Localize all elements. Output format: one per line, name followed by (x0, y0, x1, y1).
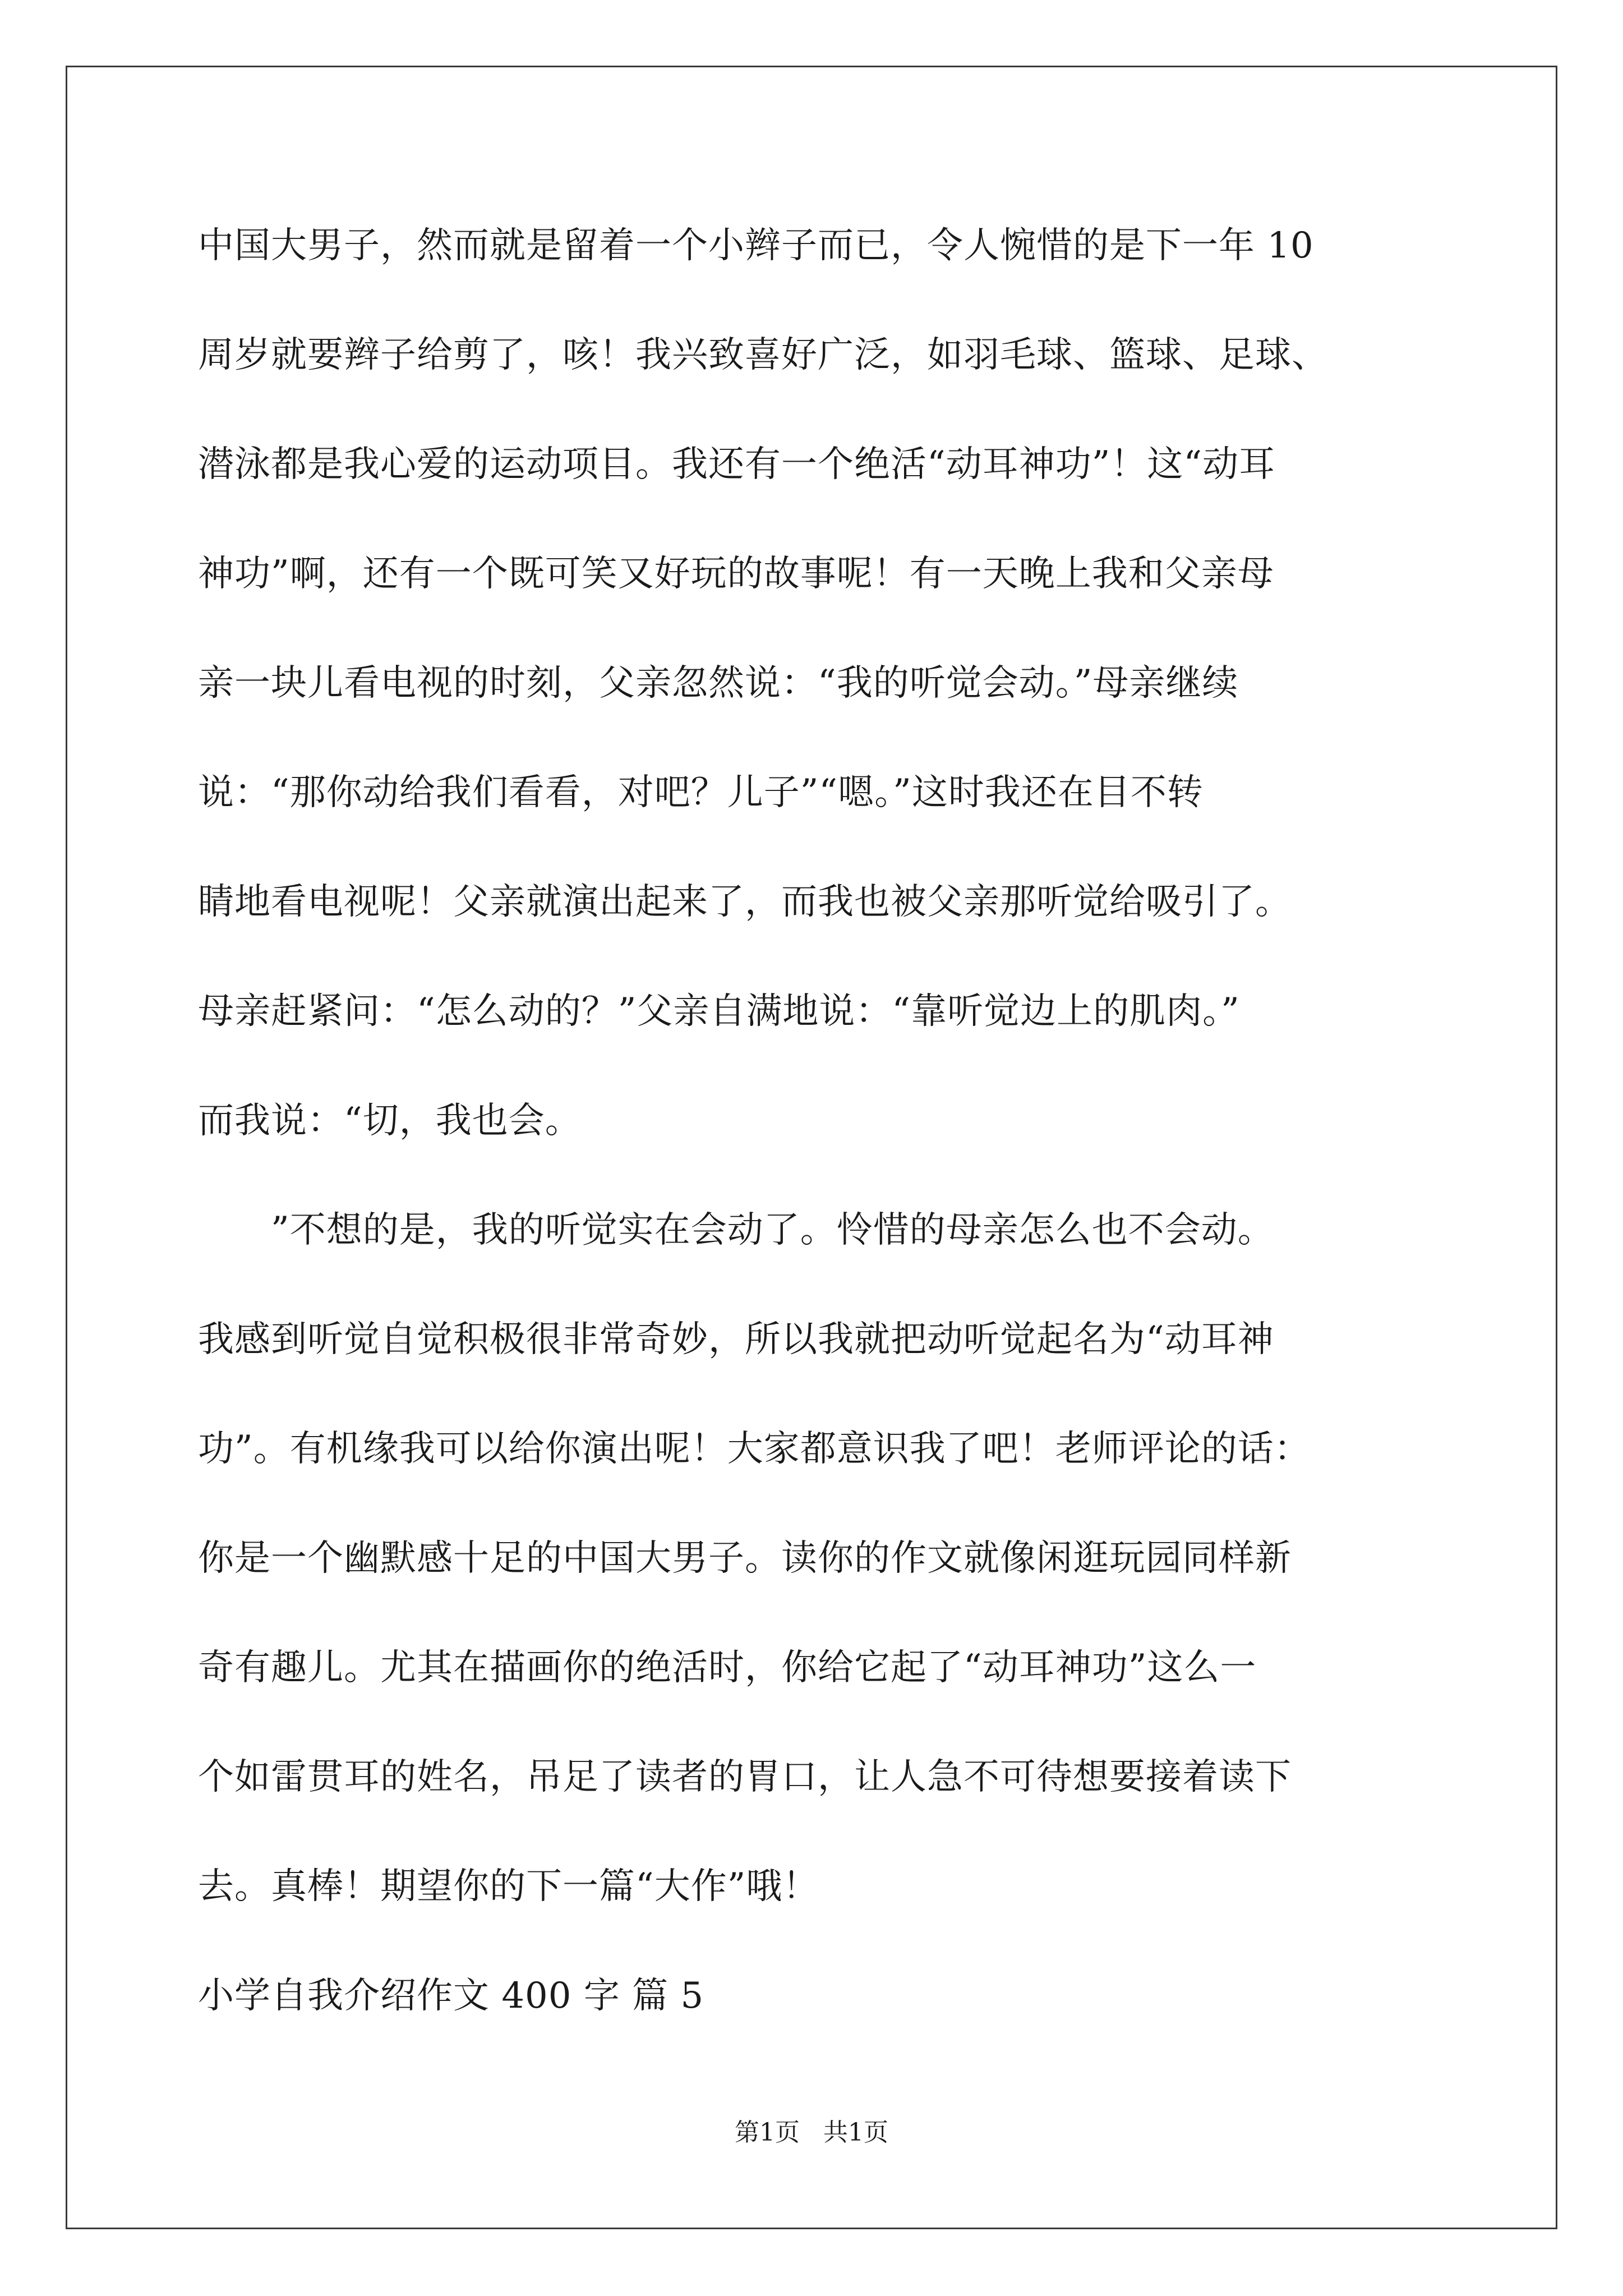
text-line: 神功”啊，还有一个既可笑又好玩的故事呢！有一天晚上我和父亲母 (198, 553, 1274, 595)
text-line: 个如雷贯耳的姓名，吊足了读者的胃口，让人急不可待想要接着读下 (198, 1756, 1292, 1798)
text-line: 母亲赶紧问：“怎么动的？”父亲自满地说：“靠听觉边上的肌肉。” (198, 991, 1240, 1032)
text-line: 而我说：“切，我也会。 (198, 1100, 582, 1142)
text-line: 亲一块儿看电视的时刻，父亲忽然说：“我的听觉会动。”母亲继续 (198, 662, 1239, 704)
text-line: ”不想的是，我的听觉实在会动了。怜惜的母亲怎么也不会动。 (198, 1209, 1274, 1251)
text-line: 我感到听觉自觉积极很非常奇妙，所以我就把动听觉起名为“动耳神 (198, 1319, 1274, 1360)
text-line: 睛地看电视呢！父亲就演出起来了，而我也被父亲那听觉给吸引了。 (198, 881, 1292, 923)
text-line: 说：“那你动给我们看看，对吧？儿子”“嗯。”这时我还在目不转 (198, 772, 1204, 813)
page-footer: 第1页 共1页 (735, 2118, 888, 2147)
text-line: 功”。有机缘我可以给你演出呢！大家都意识我了吧！老师评论的话： (198, 1428, 1311, 1470)
text-line: 潜泳都是我心爱的运动项目。我还有一个绝活“动耳神功”！这“动耳 (198, 444, 1276, 485)
text-line: 你是一个幽默感十足的中国大男子。读你的作文就像闲逛玩园同样新 (198, 1538, 1292, 1579)
section-heading: 小学自我介绍作文 400 字 篇 5 (198, 1975, 704, 2017)
text-line: 去。真棒！期望你的下一篇“大作”哦！ (198, 1866, 819, 1907)
text-line: 中国大男子，然而就是留着一个小辫子而已，令人惋惜的是下一年 10 (198, 225, 1314, 266)
text-line: 周岁就要辫子给剪了，咳！我兴致喜好广泛，如羽毛球、篮球、足球、 (198, 334, 1328, 376)
text-line: 奇有趣儿。尤其在描画你的绝活时，你给它起了“动耳神功”这么一 (198, 1647, 1257, 1688)
